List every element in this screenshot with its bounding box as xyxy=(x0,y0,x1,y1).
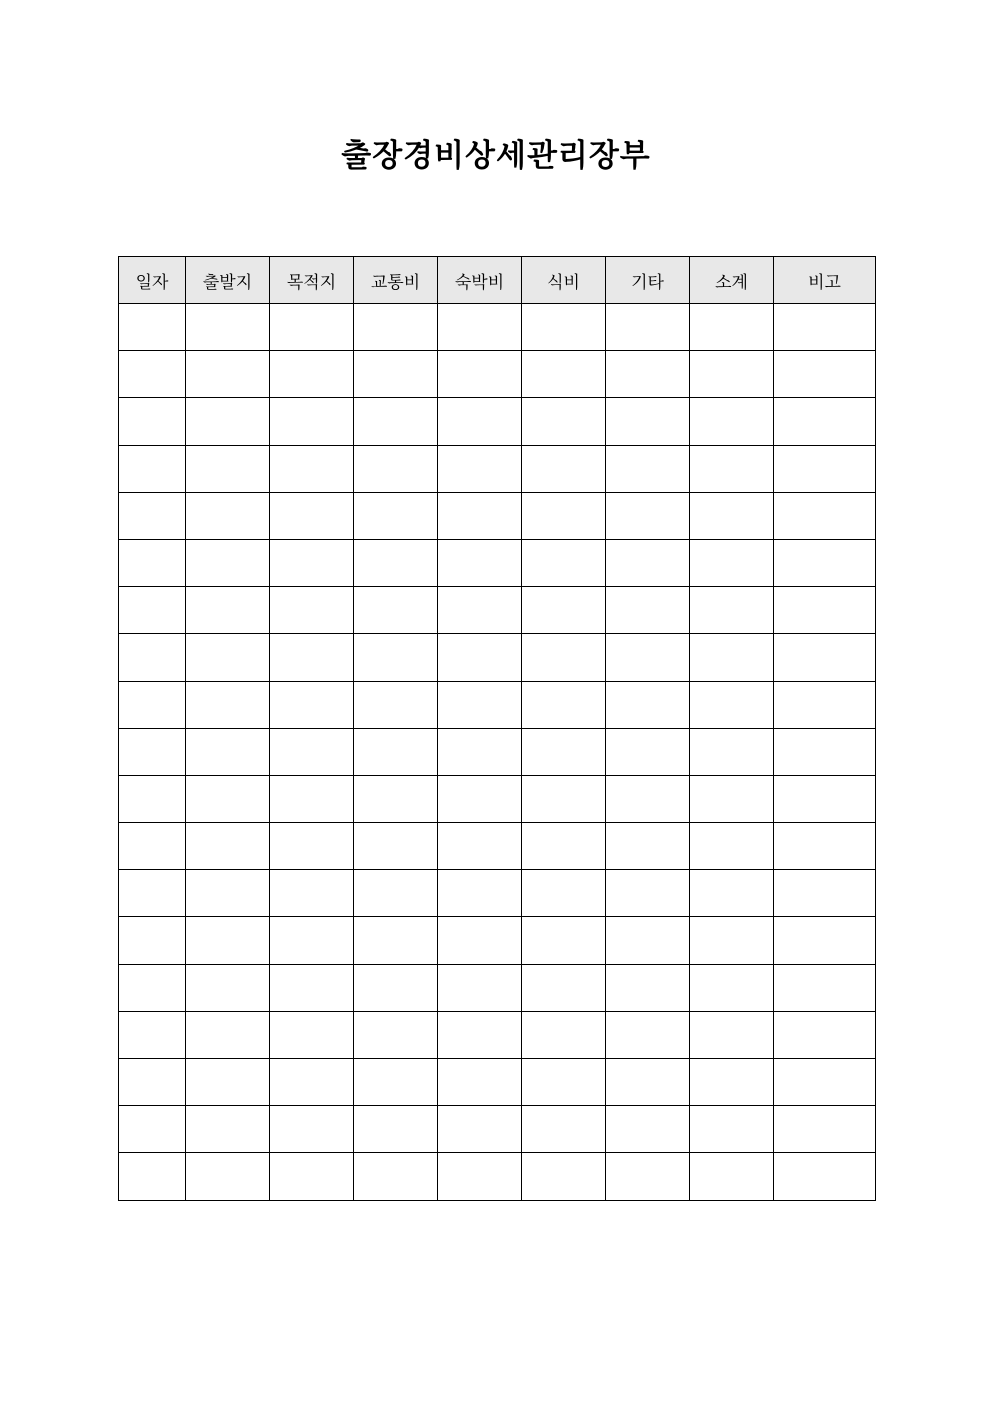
table-cell[interactable] xyxy=(186,964,270,1011)
table-cell[interactable] xyxy=(774,492,876,539)
table-cell[interactable] xyxy=(606,870,690,917)
table-row xyxy=(119,964,876,1011)
table-cell[interactable] xyxy=(522,1153,606,1200)
table-cell[interactable] xyxy=(119,964,186,1011)
table-cell[interactable] xyxy=(690,304,774,351)
table-cell[interactable] xyxy=(606,964,690,1011)
table-cell[interactable] xyxy=(774,539,876,586)
table-cell[interactable] xyxy=(354,539,438,586)
table-cell[interactable] xyxy=(186,1106,270,1153)
table-cell[interactable] xyxy=(186,1059,270,1106)
table-row xyxy=(119,681,876,728)
page-title: 출장경비상세관리장부 xyxy=(341,138,651,174)
column-header-date: 일자 xyxy=(119,257,186,304)
table-row xyxy=(119,870,876,917)
table-cell[interactable] xyxy=(606,634,690,681)
table-cell[interactable] xyxy=(690,823,774,870)
table-body xyxy=(119,304,876,1201)
table-cell[interactable] xyxy=(522,304,606,351)
table-row xyxy=(119,351,876,398)
table-cell[interactable] xyxy=(354,917,438,964)
table-cell[interactable] xyxy=(119,728,186,775)
table-cell[interactable] xyxy=(354,681,438,728)
table-cell[interactable] xyxy=(774,351,876,398)
table-cell[interactable] xyxy=(522,964,606,1011)
table-cell[interactable] xyxy=(119,445,186,492)
table-cell[interactable] xyxy=(270,1106,354,1153)
table-cell[interactable] xyxy=(690,634,774,681)
table-cell[interactable] xyxy=(354,823,438,870)
table-cell[interactable] xyxy=(606,1011,690,1058)
table-cell[interactable] xyxy=(522,398,606,445)
table-cell[interactable] xyxy=(438,634,522,681)
table-cell[interactable] xyxy=(119,587,186,634)
table-cell[interactable] xyxy=(774,445,876,492)
table-cell[interactable] xyxy=(186,351,270,398)
table-cell[interactable] xyxy=(690,398,774,445)
table-cell[interactable] xyxy=(438,492,522,539)
table-cell[interactable] xyxy=(438,351,522,398)
table-cell[interactable] xyxy=(522,870,606,917)
table-cell[interactable] xyxy=(774,917,876,964)
table-row xyxy=(119,917,876,964)
table-cell[interactable] xyxy=(186,823,270,870)
table-cell[interactable] xyxy=(270,681,354,728)
column-header-lodging-cost: 숙박비 xyxy=(438,257,522,304)
table-cell[interactable] xyxy=(354,870,438,917)
table-cell[interactable] xyxy=(270,775,354,822)
table-row xyxy=(119,728,876,775)
table-cell[interactable] xyxy=(270,728,354,775)
table-cell[interactable] xyxy=(119,492,186,539)
table-cell[interactable] xyxy=(119,398,186,445)
table-cell[interactable] xyxy=(438,870,522,917)
table-cell[interactable] xyxy=(438,917,522,964)
expense-ledger-table xyxy=(118,256,876,1201)
table-cell[interactable] xyxy=(119,1011,186,1058)
table-cell[interactable] xyxy=(606,728,690,775)
table-cell[interactable] xyxy=(438,1011,522,1058)
table-cell[interactable] xyxy=(438,1153,522,1200)
table-cell[interactable] xyxy=(774,1153,876,1200)
table-cell[interactable] xyxy=(522,634,606,681)
table-cell[interactable] xyxy=(438,539,522,586)
table-cell[interactable] xyxy=(690,1106,774,1153)
table-row xyxy=(119,304,876,351)
table-cell[interactable] xyxy=(270,304,354,351)
table-cell[interactable] xyxy=(606,304,690,351)
table-header-row xyxy=(119,257,876,304)
table-cell[interactable] xyxy=(354,1153,438,1200)
table-cell[interactable] xyxy=(522,539,606,586)
column-header-other: 기타 xyxy=(606,257,690,304)
table-cell[interactable] xyxy=(354,587,438,634)
table-cell[interactable] xyxy=(270,1153,354,1200)
table-cell[interactable] xyxy=(186,445,270,492)
table-cell[interactable] xyxy=(690,728,774,775)
table-cell[interactable] xyxy=(606,398,690,445)
table-cell[interactable] xyxy=(774,964,876,1011)
table-cell[interactable] xyxy=(522,775,606,822)
table-cell[interactable] xyxy=(522,587,606,634)
table-cell[interactable] xyxy=(186,870,270,917)
table-cell[interactable] xyxy=(119,634,186,681)
table-cell[interactable] xyxy=(119,539,186,586)
table-cell[interactable] xyxy=(186,775,270,822)
table-cell[interactable] xyxy=(354,445,438,492)
table-cell[interactable] xyxy=(606,1059,690,1106)
table-cell[interactable] xyxy=(270,870,354,917)
table-cell[interactable] xyxy=(186,304,270,351)
table-cell[interactable] xyxy=(119,870,186,917)
table-cell[interactable] xyxy=(270,492,354,539)
table-cell[interactable] xyxy=(606,351,690,398)
table-cell[interactable] xyxy=(690,445,774,492)
table-cell[interactable] xyxy=(270,917,354,964)
table-row xyxy=(119,539,876,586)
table-cell[interactable] xyxy=(690,587,774,634)
table-cell[interactable] xyxy=(119,775,186,822)
table-cell[interactable] xyxy=(774,728,876,775)
table-cell[interactable] xyxy=(354,775,438,822)
table-cell[interactable] xyxy=(774,1106,876,1153)
table-row xyxy=(119,587,876,634)
table-cell[interactable] xyxy=(119,1153,186,1200)
table-cell[interactable] xyxy=(522,351,606,398)
table-cell[interactable] xyxy=(270,964,354,1011)
table-row xyxy=(119,1011,876,1058)
table-cell[interactable] xyxy=(119,823,186,870)
table-cell[interactable] xyxy=(606,917,690,964)
table-cell[interactable] xyxy=(438,304,522,351)
table-cell[interactable] xyxy=(606,492,690,539)
table-cell[interactable] xyxy=(438,823,522,870)
table-cell[interactable] xyxy=(690,917,774,964)
table-cell[interactable] xyxy=(690,1153,774,1200)
table-cell[interactable] xyxy=(354,304,438,351)
table-cell[interactable] xyxy=(606,775,690,822)
table-cell[interactable] xyxy=(690,351,774,398)
table-cell[interactable] xyxy=(354,351,438,398)
table-cell[interactable] xyxy=(438,445,522,492)
table-cell[interactable] xyxy=(690,775,774,822)
table-cell[interactable] xyxy=(774,587,876,634)
table-cell[interactable] xyxy=(186,492,270,539)
table-cell[interactable] xyxy=(606,1153,690,1200)
table-cell[interactable] xyxy=(270,539,354,586)
table-row xyxy=(119,1106,876,1153)
table-cell[interactable] xyxy=(522,1011,606,1058)
column-header-subtotal: 소계 xyxy=(690,257,774,304)
table-cell[interactable] xyxy=(119,304,186,351)
table-cell[interactable] xyxy=(186,917,270,964)
table-row xyxy=(119,823,876,870)
table-cell[interactable] xyxy=(354,1011,438,1058)
table-cell[interactable] xyxy=(186,398,270,445)
column-header-transport-cost: 교통비 xyxy=(354,257,438,304)
table-cell[interactable] xyxy=(186,1011,270,1058)
table-cell[interactable] xyxy=(270,823,354,870)
table-cell[interactable] xyxy=(354,1106,438,1153)
table-cell[interactable] xyxy=(522,728,606,775)
table-cell[interactable] xyxy=(774,1059,876,1106)
column-header-meal-cost: 식비 xyxy=(522,257,606,304)
column-header-remarks: 비고 xyxy=(774,257,876,304)
table-cell[interactable] xyxy=(522,492,606,539)
table-cell[interactable] xyxy=(438,775,522,822)
table-cell[interactable] xyxy=(438,964,522,1011)
table-cell[interactable] xyxy=(186,728,270,775)
table-cell[interactable] xyxy=(270,634,354,681)
table-cell[interactable] xyxy=(438,398,522,445)
table-cell[interactable] xyxy=(270,445,354,492)
table-cell[interactable] xyxy=(119,681,186,728)
table-cell[interactable] xyxy=(186,587,270,634)
table-cell[interactable] xyxy=(774,1011,876,1058)
table-cell[interactable] xyxy=(606,445,690,492)
table-cell[interactable] xyxy=(438,587,522,634)
table-cell[interactable] xyxy=(354,492,438,539)
table-cell[interactable] xyxy=(354,964,438,1011)
table-cell[interactable] xyxy=(690,492,774,539)
table-cell[interactable] xyxy=(119,351,186,398)
table-cell[interactable] xyxy=(438,1059,522,1106)
table-cell[interactable] xyxy=(270,351,354,398)
table-cell[interactable] xyxy=(438,681,522,728)
table-cell[interactable] xyxy=(606,539,690,586)
table-cell[interactable] xyxy=(354,634,438,681)
table-cell[interactable] xyxy=(690,681,774,728)
table-cell[interactable] xyxy=(186,634,270,681)
table-cell[interactable] xyxy=(606,823,690,870)
table-cell[interactable] xyxy=(186,1153,270,1200)
table-cell[interactable] xyxy=(690,870,774,917)
table-cell[interactable] xyxy=(119,917,186,964)
table-cell[interactable] xyxy=(606,587,690,634)
table-row xyxy=(119,1153,876,1200)
table-cell[interactable] xyxy=(119,1059,186,1106)
table-cell[interactable] xyxy=(774,870,876,917)
table-cell[interactable] xyxy=(522,917,606,964)
table-cell[interactable] xyxy=(774,398,876,445)
column-header-departure: 출발지 xyxy=(186,257,270,304)
table-cell[interactable] xyxy=(270,587,354,634)
table-cell[interactable] xyxy=(354,728,438,775)
table-cell[interactable] xyxy=(774,823,876,870)
table-cell[interactable] xyxy=(522,823,606,870)
table-row xyxy=(119,634,876,681)
table-cell[interactable] xyxy=(690,539,774,586)
table-cell[interactable] xyxy=(606,681,690,728)
table-cell[interactable] xyxy=(774,681,876,728)
table-cell[interactable] xyxy=(270,1011,354,1058)
table-cell[interactable] xyxy=(690,964,774,1011)
table-cell[interactable] xyxy=(438,728,522,775)
table-row xyxy=(119,775,876,822)
table-cell[interactable] xyxy=(774,634,876,681)
table-cell[interactable] xyxy=(690,1011,774,1058)
table-cell[interactable] xyxy=(354,1059,438,1106)
table-cell[interactable] xyxy=(774,775,876,822)
table-cell[interactable] xyxy=(186,681,270,728)
table-cell[interactable] xyxy=(774,304,876,351)
table-row xyxy=(119,398,876,445)
table-cell[interactable] xyxy=(438,1106,522,1153)
table-cell[interactable] xyxy=(606,1106,690,1153)
table-row xyxy=(119,492,876,539)
table-cell[interactable] xyxy=(270,398,354,445)
table-cell[interactable] xyxy=(270,1059,354,1106)
table-cell[interactable] xyxy=(522,445,606,492)
table-row xyxy=(119,445,876,492)
table-row xyxy=(119,1059,876,1106)
table-cell[interactable] xyxy=(119,1106,186,1153)
column-header-destination: 목적지 xyxy=(270,257,354,304)
table-cell[interactable] xyxy=(522,1106,606,1153)
table-cell[interactable] xyxy=(354,398,438,445)
table-cell[interactable] xyxy=(522,681,606,728)
table-cell[interactable] xyxy=(522,1059,606,1106)
table-cell[interactable] xyxy=(690,1059,774,1106)
table-cell[interactable] xyxy=(186,539,270,586)
